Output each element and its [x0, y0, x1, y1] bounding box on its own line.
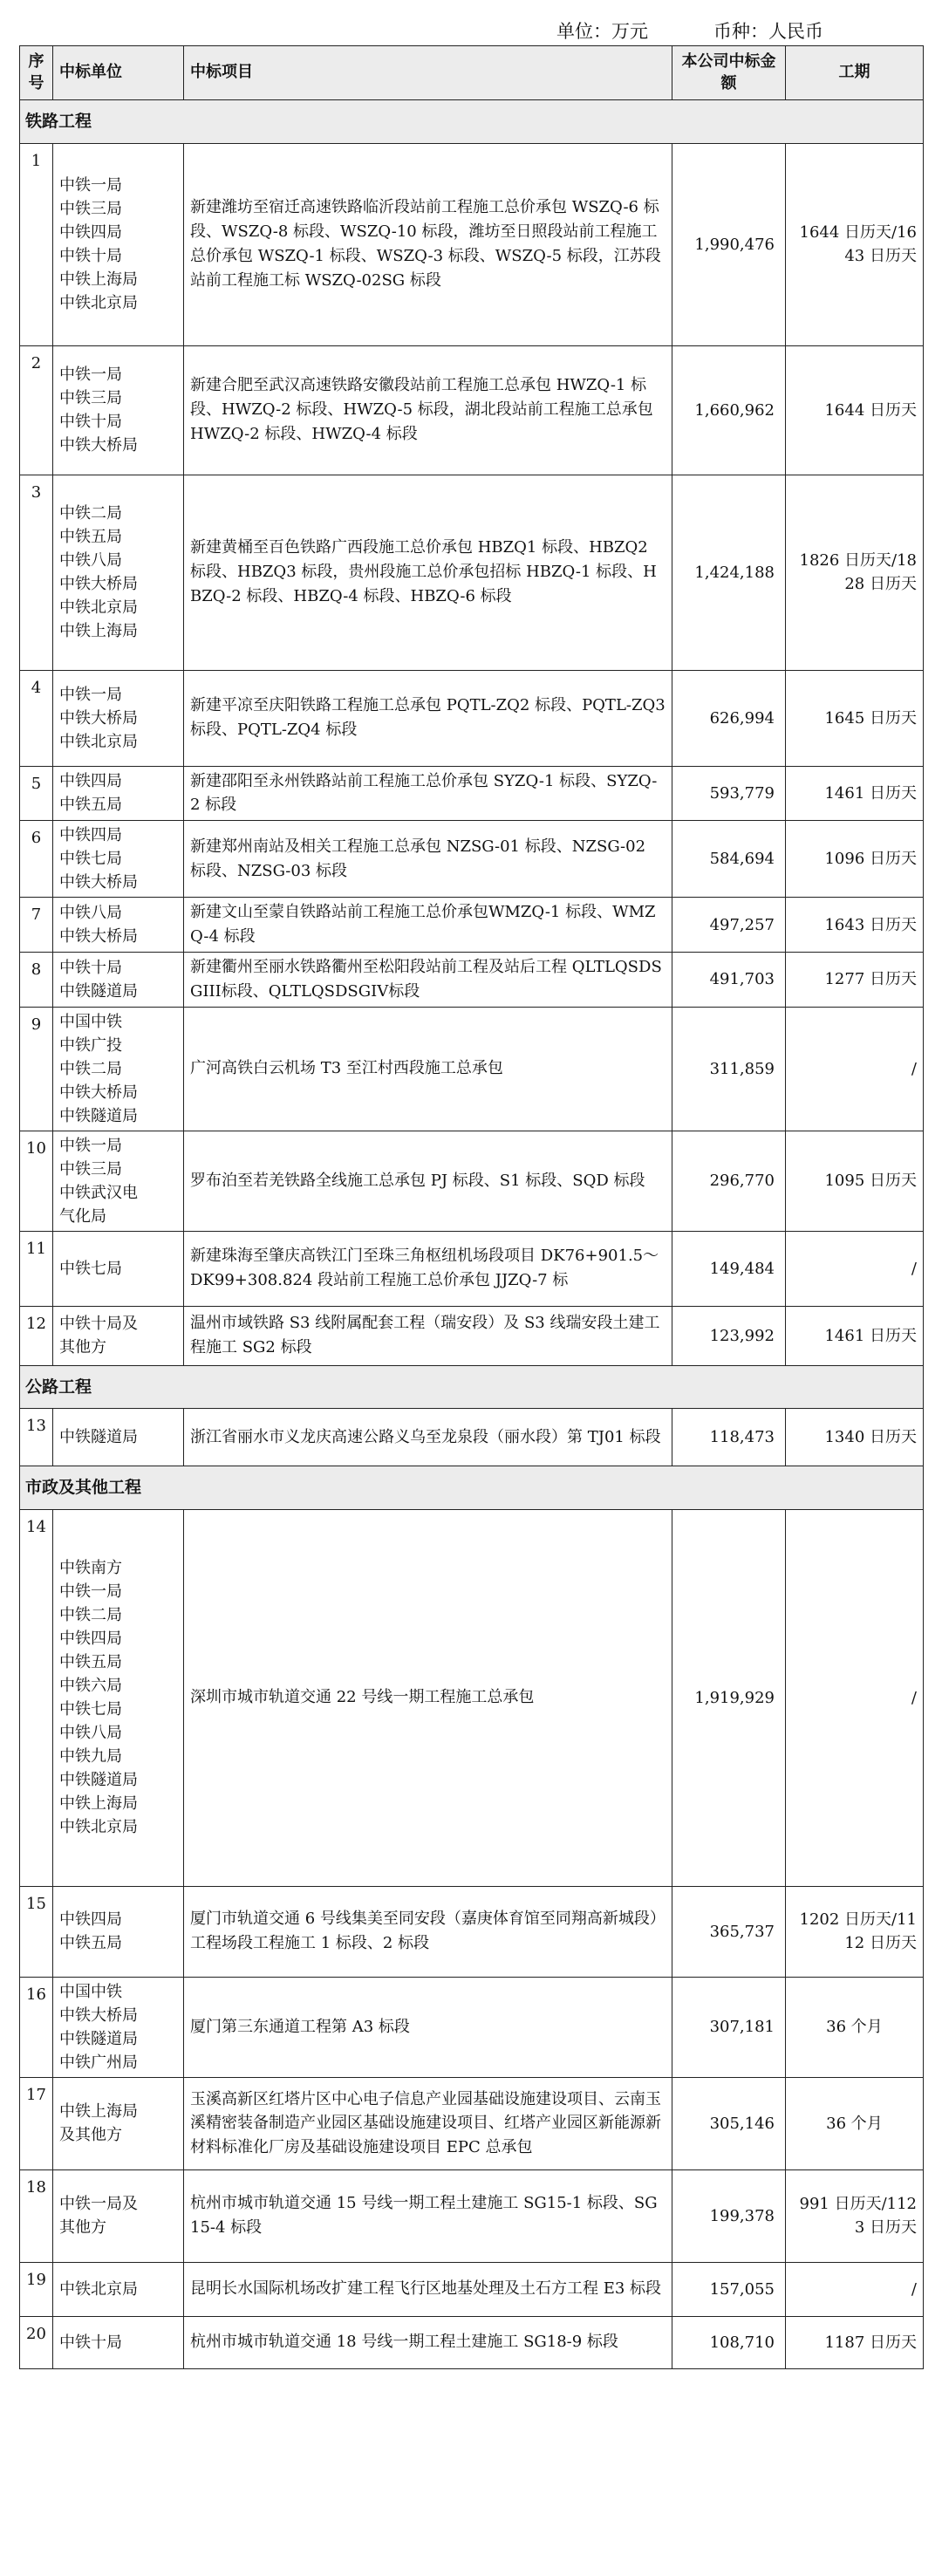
row-period: 1461 日历天 [786, 766, 924, 821]
row-units: 中铁上海局 及其他方 [53, 2077, 184, 2169]
row-project: 厦门第三东通道工程第 A3 标段 [184, 1977, 672, 2077]
row-project: 深圳市城市轨道交通 22 号线一期工程施工总承包 [184, 1509, 672, 1886]
unit-label: 单位：万元 [556, 21, 648, 42]
row-period: 1645 日历天 [786, 670, 924, 766]
table-row [20, 670, 924, 766]
row-project: 新建文山至蒙自铁路站前工程施工总价承包WMZQ-1 标段、WMZQ-4 标段 [184, 898, 672, 953]
row-units: 中铁四局 中铁五局 [53, 766, 184, 821]
section-row [20, 100, 924, 144]
row-units: 中国中铁 中铁大桥局 中铁隧道局 中铁广州局 [53, 1977, 184, 2077]
row-project: 新建衢州至丽水铁路衢州至松阳段站前工程及站后工程 QLTLQSDSGIII标段、QLTLQSDSGIV标段 [184, 953, 672, 1008]
row-units: 中铁二局 中铁五局 中铁八局 中铁大桥局 中铁北京局 中铁上海局 [53, 475, 184, 670]
section-row [20, 1466, 924, 1510]
row-units: 中铁四局 中铁七局 中铁大桥局 [53, 821, 184, 898]
row-period: 1461 日历天 [786, 1306, 924, 1365]
table-row [20, 475, 924, 670]
row-amount: 491,703 [672, 953, 786, 1008]
row-amount: 296,770 [672, 1131, 786, 1231]
table-body [20, 100, 924, 2369]
row-amount: 497,257 [672, 898, 786, 953]
row-project: 新建邵阳至永州铁路站前工程施工总价承包 SYZQ-1 标段、SYZQ-2 标段 [184, 766, 672, 821]
row-period: 36 个月 [786, 2077, 924, 2169]
row-seq: 7 [20, 898, 53, 953]
row-amount: 307,181 [672, 1977, 786, 2077]
row-period: / [786, 2262, 924, 2316]
table-row [20, 898, 924, 953]
row-seq: 2 [20, 345, 53, 475]
row-period: 1095 日历天 [786, 1131, 924, 1231]
table-row [20, 1231, 924, 1306]
row-period: 1644 日历天/1643 日历天 [786, 143, 924, 345]
row-units: 中铁十局 中铁隧道局 [53, 953, 184, 1008]
table-row [20, 1409, 924, 1466]
row-seq: 9 [20, 1007, 53, 1131]
row-period: 1096 日历天 [786, 821, 924, 898]
row-seq: 19 [20, 2262, 53, 2316]
row-seq: 8 [20, 953, 53, 1008]
row-seq: 3 [20, 475, 53, 670]
row-amount: 1,660,962 [672, 345, 786, 475]
unit-currency-line [0, 12, 942, 42]
row-amount: 311,859 [672, 1007, 786, 1131]
row-amount: 199,378 [672, 2169, 786, 2262]
row-units: 中铁七局 [53, 1231, 184, 1306]
row-period: 1187 日历天 [786, 2316, 924, 2368]
row-project: 新建郑州南站及相关工程施工总承包 NZSG-01 标段、NZSG-02 标段、NZSG-03 标段 [184, 821, 672, 898]
row-project: 广河高铁白云机场 T3 至江村西段施工总承包 [184, 1007, 672, 1131]
row-units: 中铁一局 中铁三局 中铁武汉电 气化局 [53, 1131, 184, 1231]
row-units: 中铁八局 中铁大桥局 [53, 898, 184, 953]
row-period: 1202 日历天/1112 日历天 [786, 1886, 924, 1977]
row-project: 昆明长水国际机场改扩建工程飞行区地基处理及土石方工程 E3 标段 [184, 2262, 672, 2316]
row-amount: 584,694 [672, 821, 786, 898]
header-seq: 序号 [20, 46, 53, 100]
row-project: 浙江省丽水市义龙庆高速公路义乌至龙泉段（丽水段）第 TJ01 标段 [184, 1409, 672, 1466]
row-amount: 305,146 [672, 2077, 786, 2169]
row-units: 中铁四局 中铁五局 [53, 1886, 184, 1977]
row-units: 中铁南方 中铁一局 中铁二局 中铁四局 中铁五局 中铁六局 中铁七局 中铁八局 中铁九局 中铁隧道局 中铁上海局 中铁北京局 [53, 1509, 184, 1886]
row-project: 罗布泊至若羌铁路全线施工总承包 PJ 标段、S1 标段、SQD 标段 [184, 1131, 672, 1231]
header-unit: 中标单位 [53, 46, 184, 100]
table-header-row [20, 46, 924, 100]
row-seq: 15 [20, 1886, 53, 1977]
row-units: 中铁十局及 其他方 [53, 1306, 184, 1365]
row-units: 中国中铁 中铁广投 中铁二局 中铁大桥局 中铁隧道局 [53, 1007, 184, 1131]
row-units: 中铁北京局 [53, 2262, 184, 2316]
table-row [20, 1886, 924, 1977]
row-seq: 6 [20, 821, 53, 898]
row-seq: 13 [20, 1409, 53, 1466]
row-project: 新建平凉至庆阳铁路工程施工总承包 PQTL-ZQ2 标段、PQTL-ZQ3 标段、PQTL-ZQ4 标段 [184, 670, 672, 766]
row-period: / [786, 1231, 924, 1306]
section-row [20, 1365, 924, 1409]
row-period: 1643 日历天 [786, 898, 924, 953]
section-title: 市政及其他工程 [20, 1466, 924, 1510]
table-row [20, 1977, 924, 2077]
table-row [20, 766, 924, 821]
table-row [20, 953, 924, 1008]
header-period: 工期 [786, 46, 924, 100]
table-row [20, 821, 924, 898]
row-project: 杭州市城市轨道交通 15 号线一期工程土建施工 SG15-1 标段、SG15-4 标段 [184, 2169, 672, 2262]
row-seq: 18 [20, 2169, 53, 2262]
row-period: 1277 日历天 [786, 953, 924, 1008]
row-seq: 11 [20, 1231, 53, 1306]
row-amount: 593,779 [672, 766, 786, 821]
row-units: 中铁一局 中铁三局 中铁四局 中铁十局 中铁上海局 中铁北京局 [53, 143, 184, 345]
row-period: / [786, 1509, 924, 1886]
row-project: 新建珠海至肇庆高铁江门至珠三角枢纽机场段项目 DK76+901.5～DK99+308.824 段站前工程施工总价承包 JJZQ-7 标 [184, 1231, 672, 1306]
table-row [20, 1131, 924, 1231]
row-units: 中铁一局 中铁大桥局 中铁北京局 [53, 670, 184, 766]
row-project: 厦门市轨道交通 6 号线集美至同安段（嘉庚体育馆至同翔高新城段）工程场段工程施工 1 标段、2 标段 [184, 1886, 672, 1977]
row-seq: 1 [20, 143, 53, 345]
table-row [20, 2077, 924, 2169]
table-row [20, 2169, 924, 2262]
row-project: 新建黄桶至百色铁路广西段施工总价承包 HBZQ1 标段、HBZQ2 标段、HBZQ3 标段，贵州段施工总价承包招标 HBZQ-1 标段、HBZQ-2 标段、HBZQ-4 标段、HBZQ-6 标段 [184, 475, 672, 670]
row-period: 1340 日历天 [786, 1409, 924, 1466]
section-title: 公路工程 [20, 1365, 924, 1409]
row-project: 温州市域铁路 S3 线附属配套工程（瑞安段）及 S3 线瑞安段土建工程施工 SG2 标段 [184, 1306, 672, 1365]
currency-label: 币种：人民币 [713, 21, 823, 42]
row-amount: 1,424,188 [672, 475, 786, 670]
row-amount: 118,473 [672, 1409, 786, 1466]
row-units: 中铁一局及 其他方 [53, 2169, 184, 2262]
row-project: 新建合肥至武汉高速铁路安徽段站前工程施工总承包 HWZQ-1 标段、HWZQ-2 标段、HWZQ-5 标段，湖北段站前工程施工总承包 HWZQ-2 标段、HWZQ-4 标段 [184, 345, 672, 475]
table-row [20, 143, 924, 345]
row-project: 玉溪高新区红塔片区中心电子信息产业园基础设施建设项目、云南玉溪精密装备制造产业园区基础设施建设项目、红塔产业园区新能源新材料标准化厂房及基础设施建设项目 EPC 总承包 [184, 2077, 672, 2169]
row-period: / [786, 1007, 924, 1131]
row-seq: 16 [20, 1977, 53, 2077]
row-period: 1644 日历天 [786, 345, 924, 475]
row-amount: 626,994 [672, 670, 786, 766]
row-units: 中铁隧道局 [53, 1409, 184, 1466]
row-units: 中铁十局 [53, 2316, 184, 2368]
row-amount: 1,919,929 [672, 1509, 786, 1886]
row-amount: 149,484 [672, 1231, 786, 1306]
row-seq: 17 [20, 2077, 53, 2169]
header-project: 中标项目 [184, 46, 672, 100]
row-seq: 20 [20, 2316, 53, 2368]
table-row [20, 1509, 924, 1886]
row-seq: 10 [20, 1131, 53, 1231]
row-period: 991 日历天/1123 日历天 [786, 2169, 924, 2262]
row-period: 36 个月 [786, 1977, 924, 2077]
row-amount: 157,055 [672, 2262, 786, 2316]
table-row [20, 2316, 924, 2368]
row-seq: 5 [20, 766, 53, 821]
section-title: 铁路工程 [20, 100, 924, 144]
table-row [20, 1306, 924, 1365]
row-seq: 4 [20, 670, 53, 766]
row-units: 中铁一局 中铁三局 中铁十局 中铁大桥局 [53, 345, 184, 475]
table-row [20, 345, 924, 475]
row-period: 1826 日历天/1828 日历天 [786, 475, 924, 670]
contracts-table [19, 45, 924, 2369]
header-amount: 本公司中标金额 [672, 46, 786, 100]
row-seq: 12 [20, 1306, 53, 1365]
row-amount: 365,737 [672, 1886, 786, 1977]
row-seq: 14 [20, 1509, 53, 1886]
table-row [20, 2262, 924, 2316]
row-project: 新建潍坊至宿迁高速铁路临沂段站前工程施工总价承包 WSZQ-6 标段、WSZQ-8 标段、WSZQ-10 标段，潍坊至日照段站前工程施工总价承包 WSZQ-1 标段、WSZQ-3 标段、WSZQ-5 标段，江苏段站前工程施工标 WSZQ-02SG 标段 [184, 143, 672, 345]
table-row [20, 1007, 924, 1131]
row-amount: 123,992 [672, 1306, 786, 1365]
row-amount: 1,990,476 [672, 143, 786, 345]
row-project: 杭州市城市轨道交通 18 号线一期工程土建施工 SG18-9 标段 [184, 2316, 672, 2368]
row-amount: 108,710 [672, 2316, 786, 2368]
